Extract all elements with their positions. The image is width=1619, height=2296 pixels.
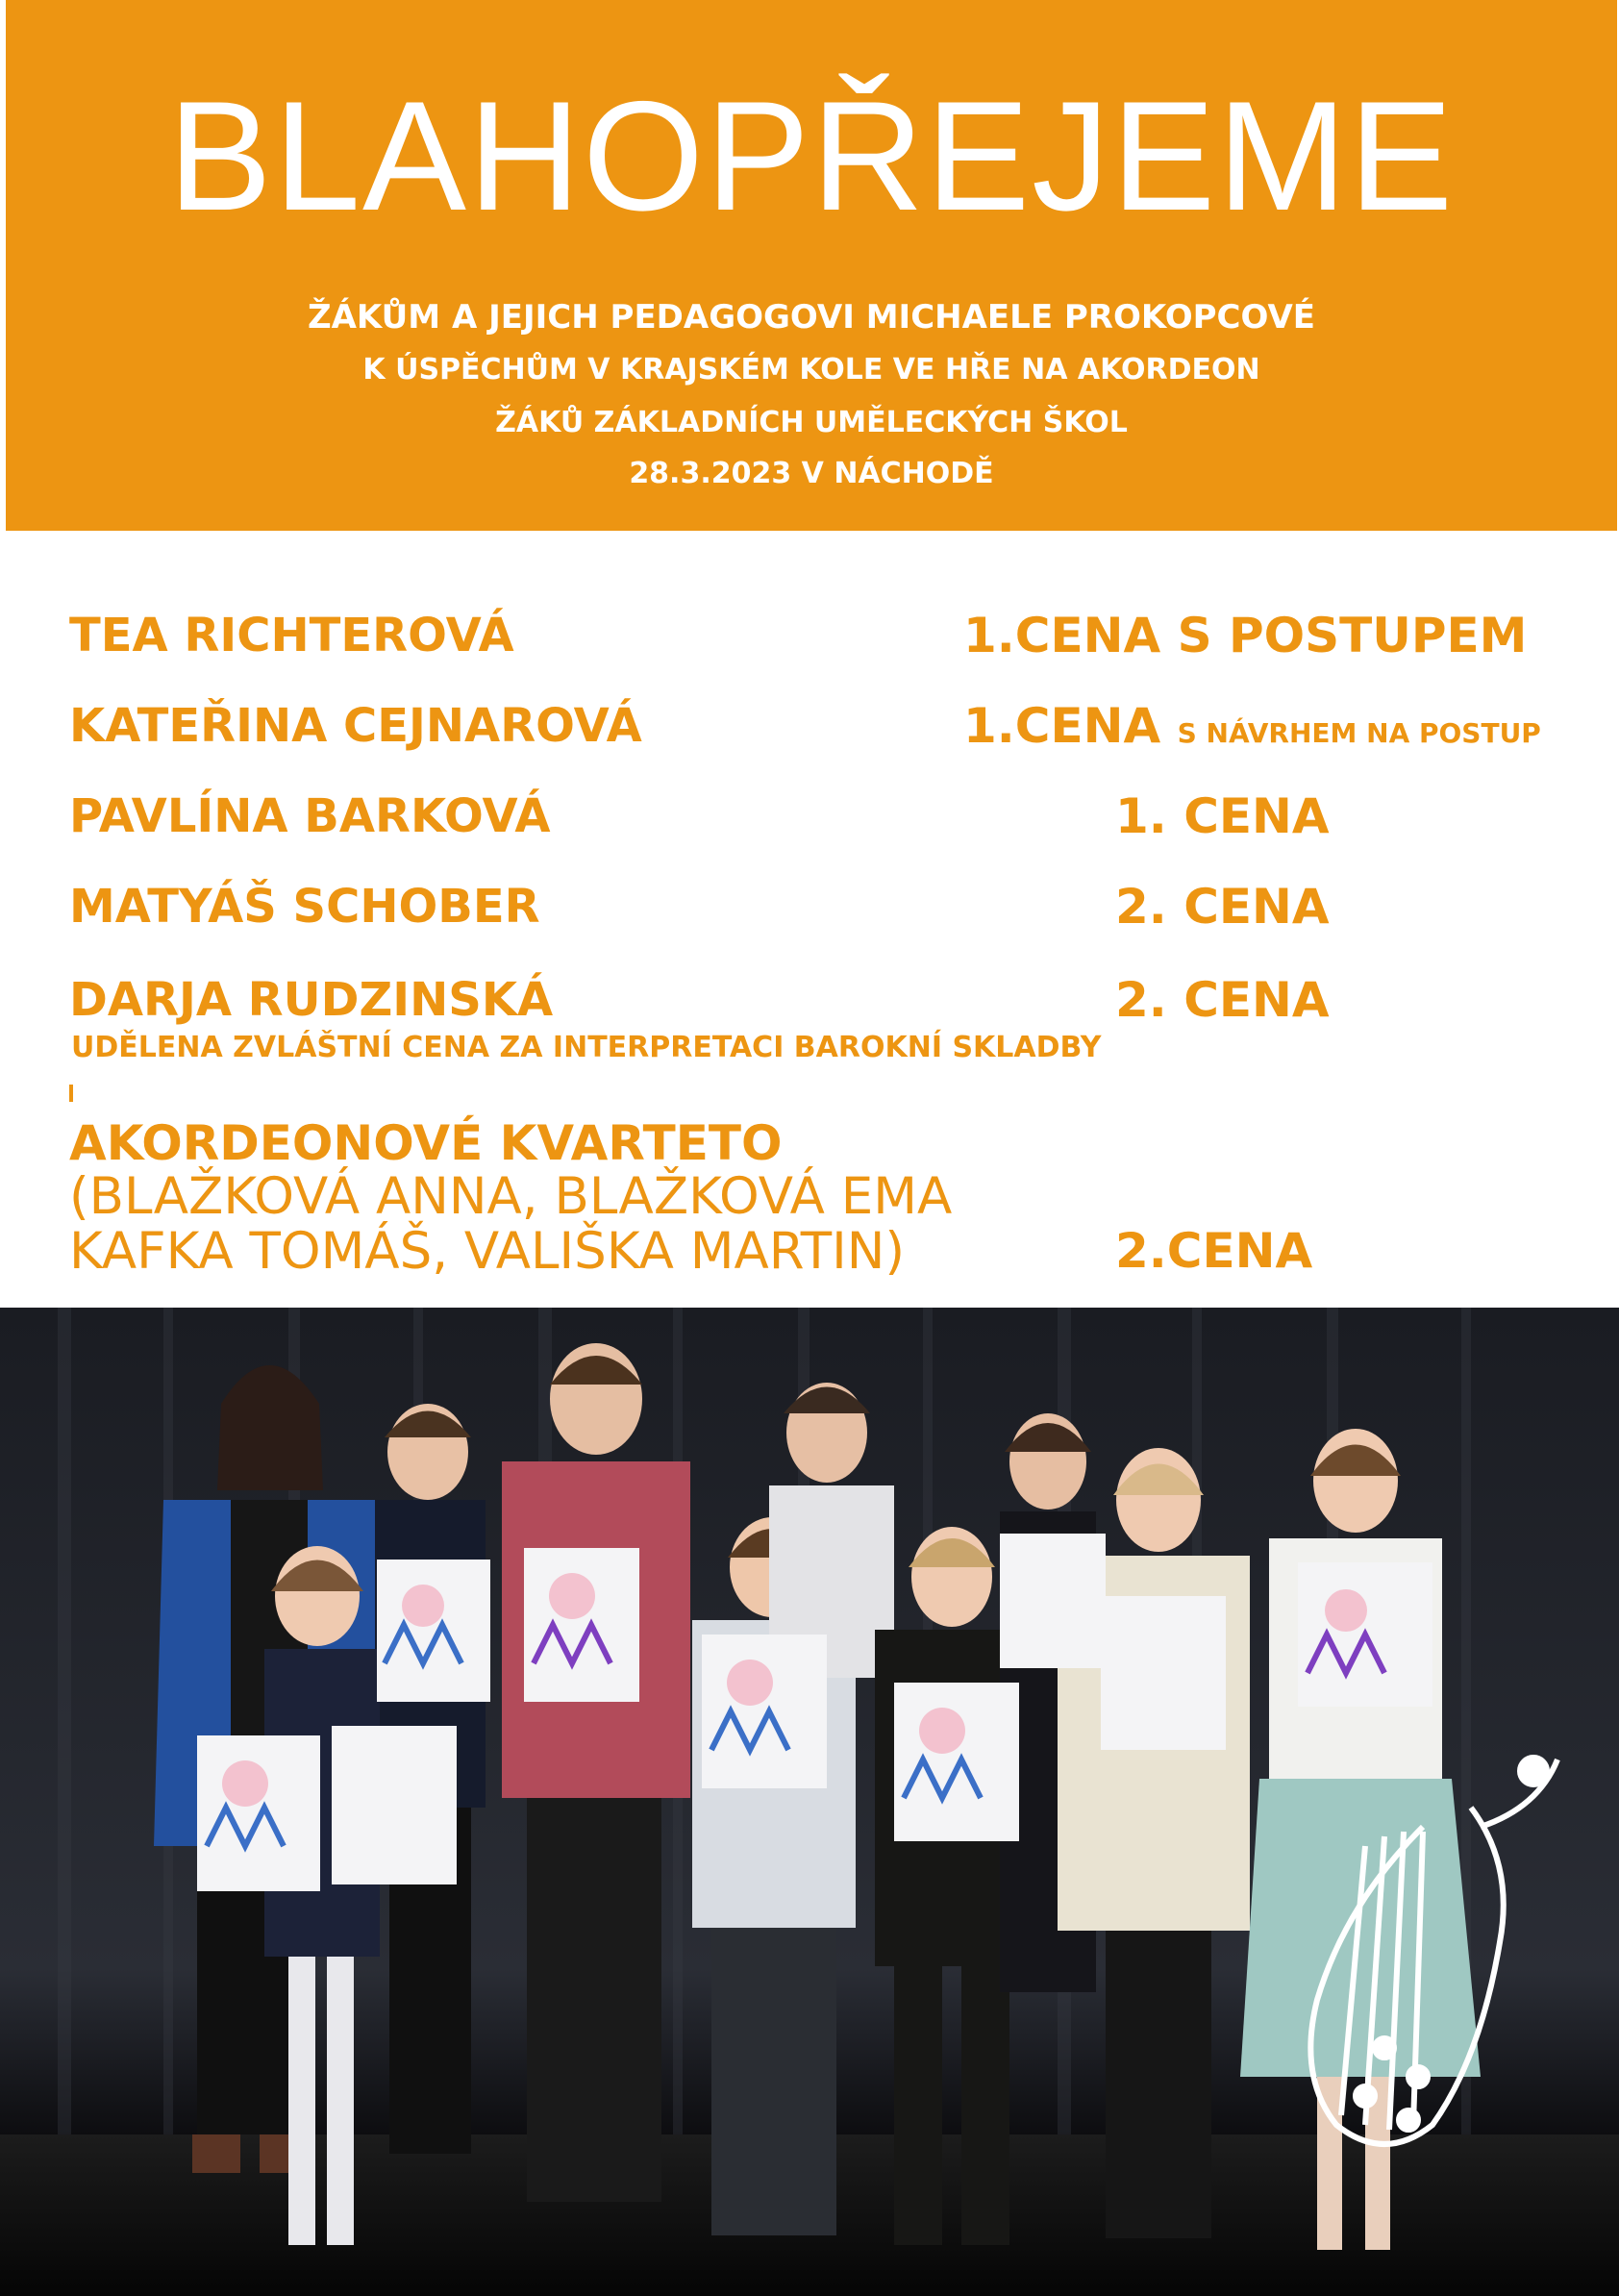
- school-line: ŽÁKŮ ZÁKLADNÍCH UMĚLECKÝCH ŠKOL: [495, 406, 1128, 439]
- result-prize: 2. CENA: [1115, 879, 1330, 935]
- result-name: KATEŘINA CEJNAROVÁ: [69, 699, 642, 753]
- header-banner: [6, 0, 1617, 531]
- result-prize: 1.CENA S POSTUPEM: [963, 608, 1528, 663]
- quartet-title: AKORDEONOVÉ KVARTETO: [69, 1115, 783, 1171]
- divider-mark: [69, 1085, 73, 1102]
- result-name: PAVLÍNA BARKOVÁ: [69, 789, 551, 843]
- event-line: K ÚSPĚCHŮM V KRAJSKÉM KOLE VE HŘE NA AKORDEON: [362, 353, 1260, 387]
- result-name: MATYÁŠ SCHOBER: [69, 880, 540, 934]
- page-title: BLAHOPŘEJEME: [167, 69, 1456, 243]
- quartet-prize: 2.CENA: [1115, 1223, 1313, 1279]
- result-name: DARJA RUDZINSKÁ: [69, 973, 554, 1027]
- quartet-members-line: KAFKA TOMÁŠ, VALIŠKA MARTIN): [69, 1222, 906, 1281]
- result-prize-row: [963, 698, 1541, 754]
- result-prize: 1. CENA: [1115, 788, 1330, 844]
- date-place-line: 28.3.2023 V NÁCHODĚ: [629, 457, 994, 490]
- special-award-note: UDĚLENA ZVLÁŠTNÍ CENA ZA INTERPRETACI BAROKNÍ SKLADBY: [71, 1031, 1102, 1064]
- result-prize: 1.CENA: [963, 698, 1161, 754]
- result-name: TEA RICHTEROVÁ: [69, 609, 514, 662]
- dedication-line: ŽÁKŮM A JEJICH PEDAGOGOVI MICHAELE PROKOPCOVÉ: [307, 298, 1316, 337]
- result-prize: 2. CENA: [1115, 972, 1330, 1028]
- quartet-members-line: (BLAŽKOVÁ ANNA, BLAŽKOVÁ EMA: [69, 1167, 953, 1226]
- result-prize-note: S NÁVRHEM NA POSTUP: [1177, 717, 1541, 749]
- group-photo: [0, 1308, 1619, 2296]
